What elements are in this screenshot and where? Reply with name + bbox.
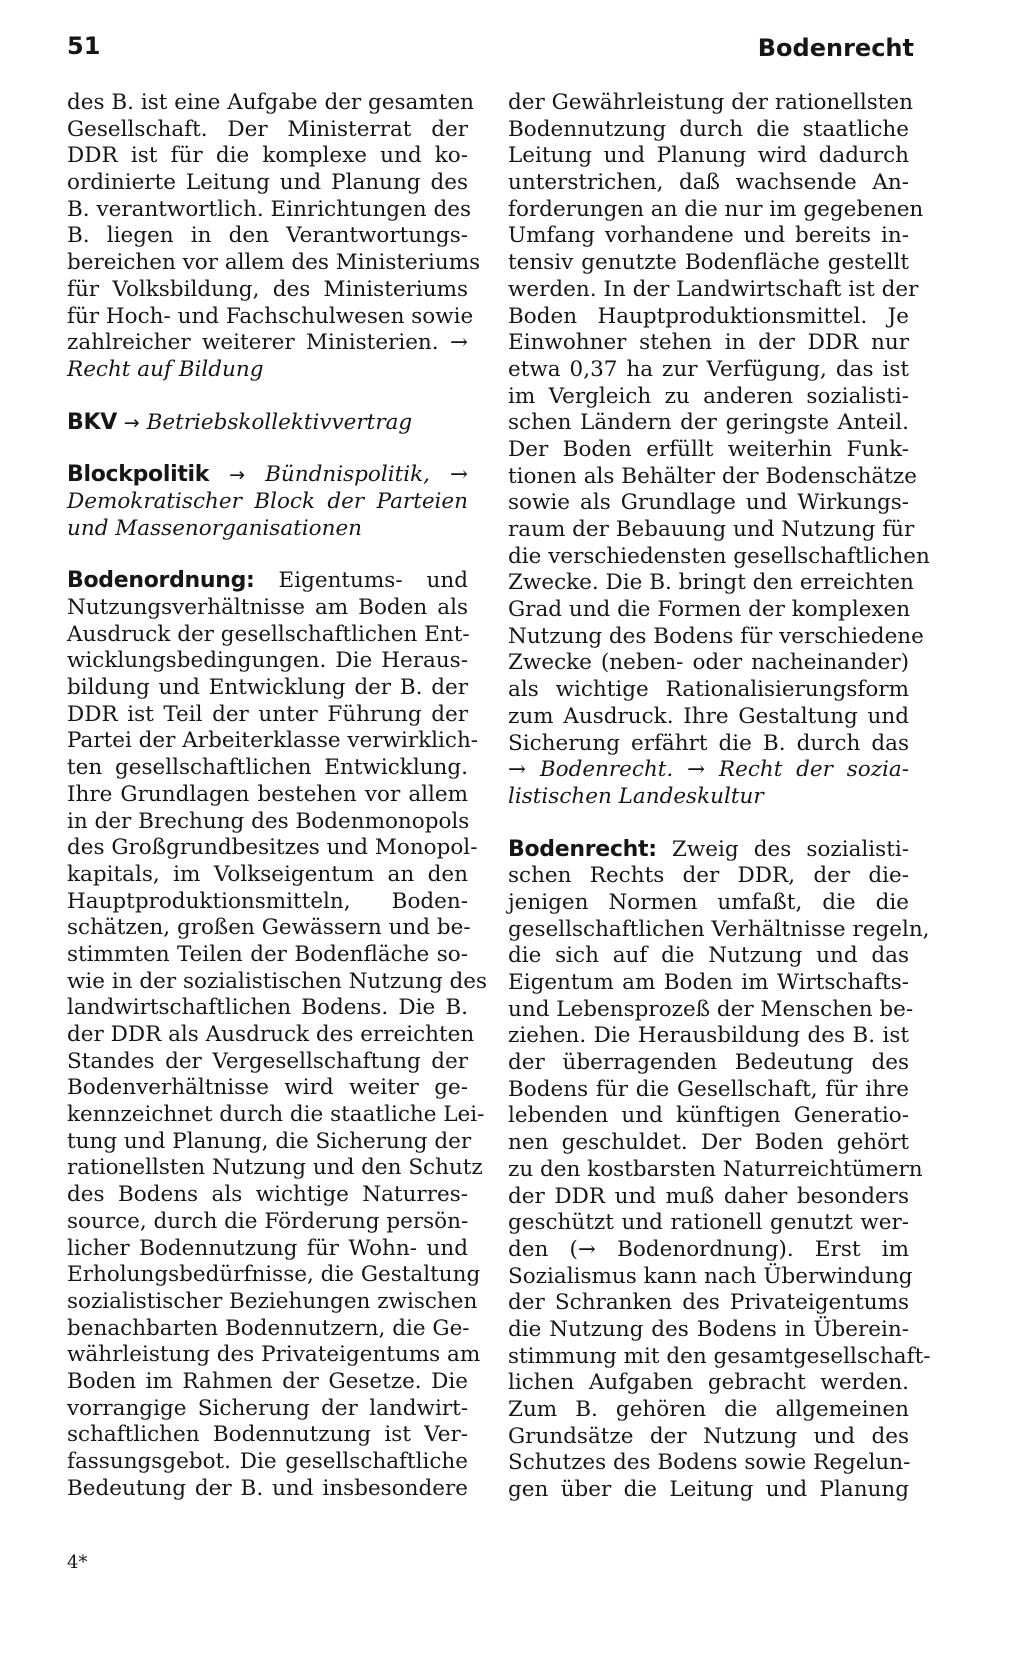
- text-line: [508, 304, 909, 331]
- text-line: [67, 1369, 468, 1396]
- text-line: [67, 755, 468, 782]
- line-text: der überragenden Bedeutung des: [508, 1050, 909, 1076]
- line-text: lebenden und künftigen Generatio-: [508, 1103, 909, 1129]
- text-line: [67, 1262, 481, 1289]
- line-text: Partei der Arbeiterklasse verwirklich-: [67, 728, 479, 754]
- line-text: Umfang vorhandene und bereits in-: [508, 223, 909, 249]
- line-text: raum der Bebauung und Nutzung für: [508, 517, 915, 542]
- text-line: [508, 1424, 909, 1451]
- line-text: tensiv genutzte Bodenfläche gestellt: [508, 250, 909, 276]
- line-text: bildung und Entwicklung der B. der: [67, 675, 468, 701]
- text-line: [508, 1397, 909, 1424]
- text-line: [508, 517, 915, 544]
- paragraph-gap: [508, 811, 909, 837]
- text-line: [508, 784, 909, 811]
- text-line: [508, 943, 909, 970]
- line-text: landwirtschaftlichen Bodens. Die B.: [67, 995, 468, 1021]
- text-line: [67, 462, 468, 489]
- text-line: [67, 117, 468, 144]
- line-text: den (→ Bodenordnung). Erst im: [508, 1236, 909, 1262]
- line-text: Einwohner stehen in der DDR nur: [508, 330, 909, 356]
- line-text: → Bodenrecht. → Recht der sozia-: [508, 757, 909, 783]
- text-line: [508, 1450, 909, 1477]
- line-text: B. verantwortlich. Einrichtungen des: [67, 196, 471, 222]
- line-text: der Schranken des Privateigentums: [508, 1290, 909, 1316]
- text-line: [508, 916, 930, 944]
- paragraph-gap: [67, 384, 468, 410]
- line-text: stimmung mit den gesamtgesellschaft-: [508, 1343, 931, 1369]
- line-text: Hauptproduktionsmitteln, Boden-: [67, 888, 468, 914]
- text-line: [67, 568, 468, 595]
- line-text: tionen als Behälter der Bodenschätze: [508, 463, 917, 489]
- line-text: DDR ist Teil der unter Führung der: [67, 701, 468, 727]
- text-line: [508, 1317, 909, 1344]
- line-text: Grad und die Formen der komplexen: [508, 597, 911, 623]
- line-text: ordinierte Leitung und Planung des: [67, 170, 468, 196]
- text-line: [67, 277, 468, 304]
- line-text: vorrangige Sicherung der landwirt-: [67, 1395, 468, 1421]
- line-text: schaftlichen Bodennutzung ist Ver-: [67, 1422, 468, 1448]
- line-text: fassungsgebot. Die gesellschaftliche: [67, 1449, 468, 1474]
- text-line: [508, 196, 924, 224]
- line-text: Erholungsbedürfnisse, die Gestaltung: [67, 1262, 481, 1288]
- text-line: [508, 463, 917, 491]
- line-text: gen über die Leitung und Planung: [508, 1477, 909, 1503]
- paragraph-gap: [67, 436, 468, 462]
- line-text: Ausdruck der gesellschaftlichen Ent-: [67, 621, 470, 647]
- line-text: bereichen vor allem des Ministeriums: [67, 250, 481, 276]
- line-text: und Lebensprozeß der Menschen be-: [508, 996, 914, 1022]
- line-text: währleistung des Privateigentums am: [67, 1342, 481, 1368]
- text-line: [67, 196, 471, 224]
- line-text: sozialistischer Beziehungen zwischen: [67, 1288, 478, 1314]
- text-line: [508, 410, 909, 437]
- line-text: Leitung und Planung wird dadurch: [508, 143, 909, 169]
- cross-reference: Betriebskollektivvertrag: [146, 409, 413, 435]
- line-text: die verschiedensten gesellschaftlichen: [508, 543, 930, 569]
- text-line: [67, 143, 468, 170]
- text-line: [67, 675, 468, 702]
- line-text: die sich auf die Nutzung und das: [508, 943, 909, 969]
- text-line: [67, 1342, 481, 1369]
- text-line: [67, 303, 474, 331]
- text-line: [508, 1237, 909, 1264]
- text-line: [67, 889, 468, 916]
- line-text: zum Ausdruck. Ihre Gestaltung und: [508, 703, 909, 729]
- line-text: licher Bodennutzung für Wohn- und: [67, 1235, 468, 1261]
- text-line: [67, 170, 468, 197]
- left-column: [67, 90, 488, 1502]
- line-text: sowie als Grundlage und Wirkungs-: [508, 490, 909, 516]
- line-text: unterstrichen, daß wachsende An-: [508, 170, 909, 196]
- text-line: [67, 357, 468, 384]
- line-text: ten gesellschaftlichen Entwicklung.: [67, 755, 468, 781]
- line-text: Sicherung erfährt die B. durch das: [508, 730, 909, 756]
- line-text: in der Brechung des Bodenmonopols: [67, 808, 470, 834]
- line-text: Standes der Vergesellschaftung der: [67, 1048, 468, 1074]
- line-text: kennzeichnet durch die staatliche Lei-: [67, 1102, 485, 1128]
- line-text: Ihre Grundlagen bestehen vor allem: [67, 781, 468, 807]
- text-line: [67, 915, 471, 942]
- cross-reference-arrow-icon: →: [229, 464, 246, 487]
- entry-headword: Bodenrecht:: [508, 836, 657, 862]
- text-line: [508, 650, 909, 677]
- text-line: [67, 1449, 468, 1476]
- line-text: Bedeutung der B. und insbesondere: [67, 1475, 468, 1501]
- text-line: [508, 1370, 909, 1397]
- line-text: Sozialismus kann nach Überwindung: [508, 1263, 913, 1289]
- cross-reference: Bündnispolitik, →: [265, 462, 469, 488]
- line-text: für Hoch- und Fachschulwesen sowie: [67, 303, 474, 329]
- text-line: [508, 704, 909, 731]
- text-line: [508, 837, 909, 864]
- line-text: rationellsten Nutzung und den Schutz: [67, 1155, 483, 1181]
- text-line: [508, 170, 909, 197]
- text-line: [67, 1422, 468, 1449]
- text-line: [508, 250, 909, 277]
- line-text: schen Ländern der geringste Anteil.: [508, 410, 909, 436]
- page-number: 51: [67, 32, 101, 60]
- text-line: [67, 1476, 468, 1503]
- line-text: Zwecke. Die B. bringt den erreichten: [508, 570, 914, 596]
- line-text: Nutzungsverhältnisse am Boden als: [67, 595, 468, 620]
- line-text: Eigentums- und: [278, 568, 468, 594]
- text-line: [508, 1077, 909, 1104]
- text-line: [508, 1050, 909, 1077]
- line-text: stimmten Teilen der Bodenfläche so-: [67, 941, 468, 967]
- text-line: [67, 250, 481, 277]
- line-text: zu den kostbarsten Naturreichtümern: [508, 1156, 923, 1182]
- line-text: Grundsätze der Nutzung und des: [508, 1423, 909, 1449]
- line-text: der Gewährleistung der rationellsten: [508, 90, 914, 115]
- line-text: benachbarten Bodennutzern, die Ge-: [67, 1315, 470, 1341]
- text-line: [67, 1049, 468, 1076]
- line-text: source, durch die Förderung persön-: [67, 1208, 469, 1234]
- text-line: [67, 1155, 483, 1182]
- text-line: [67, 995, 468, 1022]
- text-line: [67, 1396, 468, 1423]
- text-line: [508, 570, 914, 597]
- line-text: B. liegen in den Verantwortungs-: [67, 223, 468, 249]
- text-line: [67, 728, 479, 755]
- text-line: [67, 809, 468, 836]
- line-text: werden. In der Landwirtschaft ist der: [508, 276, 919, 302]
- line-text: Eigentum am Boden im Wirtschafts-: [508, 970, 909, 995]
- line-text: des Bodens als wichtige Naturres-: [67, 1182, 468, 1208]
- text-line: [508, 143, 909, 170]
- text-line: [508, 996, 914, 1024]
- right-column: [508, 90, 931, 1504]
- line-text: des B. ist eine Aufgabe der gesamten: [67, 90, 474, 115]
- text-line: [67, 942, 468, 969]
- line-text: im Vergleich zu anderen sozialisti-: [508, 383, 909, 409]
- text-line: [67, 862, 468, 889]
- line-text: Bodens für die Gesellschaft, für ihre: [508, 1076, 909, 1102]
- line-text: geschützt und rationell genutzt wer-: [508, 1210, 909, 1236]
- text-line: [67, 1316, 468, 1343]
- text-line: [508, 490, 909, 517]
- line-text: Schutzes des Bodens sowie Regelun-: [508, 1450, 911, 1476]
- line-text: Bodennutzung durch die staatliche: [508, 116, 909, 142]
- text-line: [67, 1102, 485, 1129]
- line-text: Recht auf Bildung: [67, 356, 264, 382]
- text-line: [67, 90, 474, 117]
- line-text: forderungen an die nur im gegebenen: [508, 196, 924, 222]
- text-line: [67, 516, 468, 543]
- line-text: tung und Planung, die Sicherung der: [67, 1128, 472, 1154]
- entry-headword: BKV: [67, 409, 117, 435]
- line-text: nen geschuldet. Der Boden gehört: [508, 1130, 909, 1156]
- line-text: Zwecke (neben- oder nacheinander): [508, 650, 909, 676]
- line-text: als wichtige Rationalisierungsform: [508, 677, 909, 703]
- line-text: Nutzung des Bodens für verschiedene: [508, 623, 924, 649]
- line-text: gesellschaftlichen Verhältnisse regeln,: [508, 916, 930, 942]
- text-line: [508, 970, 909, 997]
- text-line: [508, 1263, 913, 1291]
- text-line: [508, 357, 909, 384]
- line-text: der DDR als Ausdruck des erreichten: [67, 1022, 475, 1047]
- line-text: Boden Hauptproduktionsmittel. Je: [508, 303, 909, 329]
- text-line: [67, 1288, 478, 1316]
- line-text: wicklungsbedingungen. Die Heraus-: [67, 648, 468, 674]
- text-line: [508, 890, 909, 917]
- line-text: kapitals, im Volkseigentum an den: [67, 861, 468, 887]
- text-line: [508, 543, 930, 571]
- text-line: [508, 90, 914, 117]
- text-line: [67, 1209, 468, 1236]
- text-line: [508, 1184, 909, 1211]
- text-line: [67, 782, 468, 809]
- line-text: Boden im Rahmen der Gesetze. Die: [67, 1368, 468, 1394]
- line-text: Demokratischer Block der Parteien: [67, 488, 468, 514]
- line-text: DDR ist für die komplexe und ko-: [67, 143, 468, 169]
- text-line: [67, 968, 488, 996]
- text-line: [67, 702, 468, 729]
- line-text: ziehen. Die Herausbildung des B. ist: [508, 1023, 909, 1049]
- line-text: des Großgrundbesitzes und Monopol-: [67, 835, 478, 861]
- text-line: [508, 117, 909, 144]
- text-line: [67, 410, 468, 437]
- text-line: [508, 1343, 931, 1371]
- text-line: [508, 757, 909, 784]
- text-line: [67, 1182, 468, 1209]
- text-line: [67, 223, 468, 250]
- line-text: Bodenverhältnisse wird weiter ge-: [67, 1075, 468, 1101]
- entry-headword: Blockpolitik: [67, 462, 210, 488]
- line-text: Der Boden erfüllt weiterhin Funk-: [508, 436, 909, 462]
- text-line: [508, 223, 909, 250]
- text-line: [508, 1103, 909, 1130]
- line-text: für Volksbildung, des Ministeriums: [67, 276, 468, 302]
- text-line: [67, 1236, 468, 1263]
- line-text: wie in der sozialistischen Nutzung des: [67, 968, 488, 994]
- line-text: etwa 0,37 ha zur Verfügung, das ist: [508, 356, 909, 382]
- text-line: [508, 1023, 909, 1050]
- text-line: [508, 1156, 923, 1184]
- text-line: [508, 1210, 909, 1237]
- text-line: [508, 677, 909, 704]
- text-line: [67, 622, 468, 649]
- line-text: zahlreicher weiterer Ministerien. →: [67, 330, 468, 356]
- text-line: [508, 731, 909, 758]
- line-text: lichen Aufgaben gebracht werden.: [508, 1370, 909, 1396]
- text-line: [508, 1130, 909, 1157]
- line-text: die Nutzung des Bodens in Überein-: [508, 1316, 909, 1342]
- line-text: und Massenorganisationen: [67, 515, 363, 541]
- line-text: der DDR und muß daher besonders: [508, 1183, 909, 1209]
- signature-mark: 4*: [67, 1552, 88, 1573]
- line-text: schätzen, großen Gewässern und be-: [67, 915, 471, 941]
- text-line: [508, 597, 909, 624]
- text-line: [508, 276, 919, 304]
- line-text: Zweig des sozialisti-: [671, 836, 909, 862]
- text-line: [67, 1022, 475, 1049]
- paragraph-gap: [67, 542, 468, 568]
- line-text: schen Rechts der DDR, der die-: [508, 863, 909, 889]
- text-line: [508, 1290, 909, 1317]
- text-line: [67, 835, 478, 862]
- line-text: Gesellschaft. Der Ministerrat der: [67, 116, 468, 142]
- text-line: [508, 863, 909, 890]
- text-line: [67, 1075, 468, 1102]
- line-text: jenigen Normen umfaßt, die die: [508, 889, 909, 915]
- text-line: [67, 489, 468, 516]
- entry-headword: Bodenordnung:: [67, 568, 255, 594]
- line-text: Zum B. gehören die allgemeinen: [508, 1397, 909, 1422]
- cross-reference-arrow-icon: →: [123, 411, 140, 434]
- text-line: [508, 1477, 909, 1504]
- running-head: Bodenrecht: [757, 34, 914, 62]
- text-line: [508, 384, 909, 411]
- text-line: [508, 437, 909, 464]
- text-line: [508, 330, 909, 357]
- text-line: [67, 648, 468, 675]
- text-line: [67, 330, 468, 357]
- text-line: [508, 623, 924, 651]
- text-line: [67, 595, 468, 622]
- text-line: [67, 1128, 472, 1156]
- line-text: listischen Landeskultur: [508, 783, 764, 809]
